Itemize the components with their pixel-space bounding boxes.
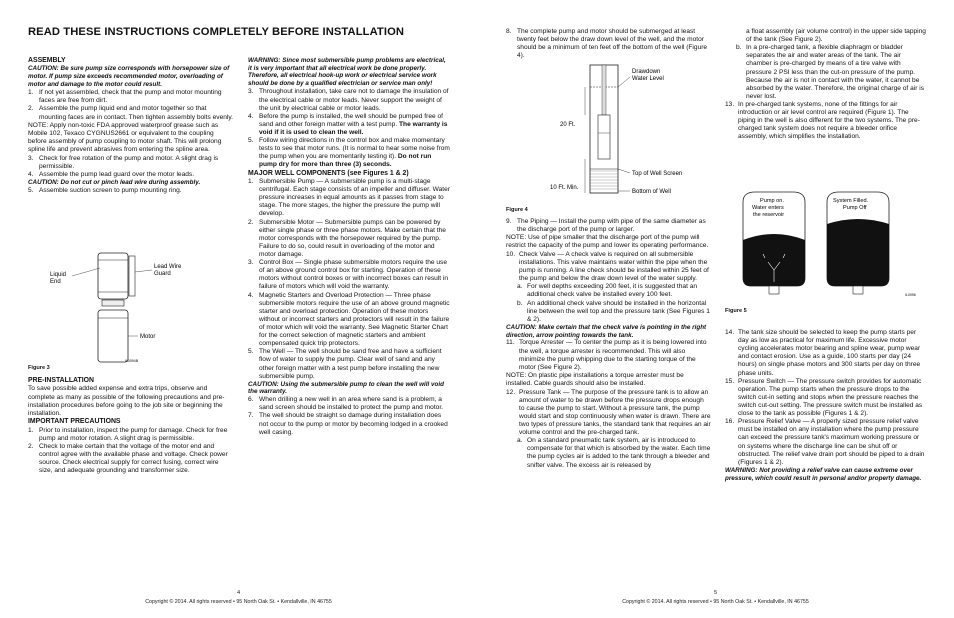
column-3 [506, 28, 711, 60]
pre-installation-heading: PRE-INSTALLATION [28, 377, 94, 384]
list-item: 12. Pressure Tank — The purpose of the pressure tank is to allow an amount of water to be drawn before the pressure drops enough to cause the pump to start. Without a pressure tank, the pump would start and stop continuously when water is drawn. There are two types of pressure tanks, the standard tank that requires an air volume control and the pre-charged tank. [506, 388, 711, 437]
list-subitem: b. An additional check valve should be installed in the horizontal line between the well top and the pressure tank (See Figures 1 & 2). [517, 299, 710, 323]
list-item: 4. Before the pump is installed, the well should be pumped free of sand and other foreign matter with a test pump. The warranty is void if it is used to clean the well. [248, 112, 448, 136]
list-item: 3. Control Box — Single phase submersible motors require the use of an above ground control box for starting. Operation of these motors without control boxes or with incorrect boxes can result in failure of motors which will void the warranty. [248, 259, 449, 291]
piping-note: NOTE: Use of pipe smaller that the discharge port of the pump will restrict the capacity of the pump and lower its operating performance. [506, 234, 709, 250]
relief-valve-warning: WARNING: Not providing a relief valve can cause extreme over pressure, which could result in personal and/or property damage. [725, 466, 922, 482]
list-item: 13. In pre-charged tank systems, none of the fittings for air introduction or air level control are required (Figure 1). The piping in the well is also different for the two systems. The pre-charged tank system does not require a bleeder orifice assembly, which simplifies the installation. [725, 100, 920, 141]
assembly-caution: CAUTION: Be sure pump size corresponds with horsepower size of motor. If pump size exceeds recommended motor, overloading of motor and damage to the motor could result. [28, 65, 230, 88]
well-depth-illustration [506, 63, 711, 205]
list-item: 2. Submersible Motor — Submersible pumps can be powered by either single phase or three phase motors. Make certain that the motor corresponds with the horsepower required by the pump. Failure to do so, could result in overloading of the motor and motor damage. [248, 218, 446, 258]
list-item: 1. Prior to installation, inspect the pump for damage. Check for free pump and motor rotation. A slight drag is permissible. [28, 426, 228, 443]
list-item: 3. Check for free rotation of the pump and motor. A slight drag is permissible. [28, 154, 219, 170]
list-item: 3. Throughout installation, take care not to damage the insulation of the electrical cable or motor leads. Never support the weight of the unit by electrical cable or motor leads. [248, 88, 449, 112]
20ft-label: 20 Ft. [560, 122, 576, 128]
list-item: 4. Assemble the pump lead guard over the motor leads. [28, 170, 195, 178]
lead-wire-guard-label: Lead Wire Guard [154, 264, 182, 277]
assembly-caution-2: CAUTION: Do not cut or pinch lead wire during assembly. [28, 178, 201, 186]
footer-right: Copyright © 2014. All rights reserved • 95 North Oak St. • Kendallville, IN 46755 [622, 599, 809, 605]
pre-installation-section [28, 377, 233, 476]
well-caution: CAUTION: Using the submersible pump to clean the well will void the warranty. [248, 380, 444, 396]
list-item: 7. The well should be straight so damage during installation does not occur to the pump or motor by becoming lodged in a crooked well casing. [248, 412, 448, 436]
list-subitem-continued: a float assembly (air volume control) in the upper side tapping of the tank (See Figure 2). [746, 28, 926, 44]
list-item: 14. The tank size should be selected to keep the pump starts per day as low as practical for maximum life. Excessive motor cycling accelerates motor bearing and spline wear, pump wear and contact erosion. Use as a guide, 100 starts per day (24 hours) on single phase motors and 300 starts per day on three phase units. [725, 329, 921, 377]
list-item: 11. Torque Arrester — To center the pump as it is being lowered into the well, a torque arrester is recommended. This will also minimize the pump whipping due to the starting torque of the motor (See Figure 2). [506, 339, 707, 371]
pump-motor-illustration [28, 248, 233, 374]
10ft-label: 10 Ft. Min. [550, 185, 579, 191]
footer-left: Copyright © 2014. All rights reserved • 95 North Oak St. • Kendallville, IN 46755 [145, 599, 332, 605]
figure-5-caption: Figure 5 [725, 308, 747, 314]
list-item: 4. Magnetic Starters and Overload Protection — Three phase submersible motors require the use of an above ground magnetic starter and overload protection. Operation of these motors without or incorrect starters and protectors will result in the failure of motor which will void the warranty. See Magnetic Starter Chart for the correct selection of magnetic starters and ambient compensated quick trip protectors. [248, 291, 450, 348]
assembly-note: NOTE: Apply non-toxic FDA approved waterproof grease such as Mobile 102, Texaco CYGNUS2661 or equivalent to the coupling before assembly of pump coupling to motor shaft. This will prolong spline life and prevent abrasives from entering the spline area. [28, 121, 222, 153]
pre-installation-text: To save possible added expense and extra trips, observe and complete as many as possible of the following precautions and pre-installation procedures before going to the job site or beginning the installation. [28, 385, 225, 417]
figure-4-caption: Figure 4 [506, 207, 528, 213]
liquid-end-label: Liquid End [50, 272, 67, 285]
list-item: 2. Check to make certain that the voltage of the motor end and control agree with the available phase and voltage. Check power source. Check electrical supply for correct fusing, correct wire size, and adequate grounding and transformer size. [28, 443, 228, 475]
figure-5 [725, 190, 928, 320]
top-screen-label: Top of Well Screen [632, 171, 683, 177]
column-3-lower [506, 218, 711, 470]
column-2 [248, 57, 451, 437]
figure-code: IL0096 [905, 293, 916, 297]
list-item: 2. Assemble the pump liquid end and motor together so that mounting faces are in contact. Then tighten assembly bolts evenly. [28, 105, 234, 121]
components-heading: MAJOR WELL COMPONENTS (see Figures 1 & 2) [248, 169, 409, 177]
column-4 [725, 28, 928, 142]
pressure-tank-illustration [725, 190, 928, 305]
figure-3-caption: Figure 3 [28, 365, 50, 371]
bottom-well-label: Bottom of Well [632, 189, 671, 195]
motor-label: Motor [140, 334, 156, 340]
list-item: 15. Pressure Switch — The pressure switch provides for automatic operation. The pump starts when the pressure drops to the switch cut-in setting and stops when the pressure reaches the switch cut-out setting. The pressure switch must be installed as close to the tank as possible (Figures 1 & 2). [725, 377, 923, 418]
figure-5-left-label: Pump on. Water enters the reservoir [752, 198, 785, 218]
list-item: 1. Submersible Pump — A submersible pump is a multi-stage centrifugal. Each stage consists of an impeller and diffuser. Water pressure increases in equal amounts as it passes from stage to stage. The more stages, the higher the pressure the pump will develop. [248, 178, 450, 218]
list-item: 10. Check Valve — A check valve is required on all submersible installations. This valve maintains water within the pipe when the pump is running. A line check should be installed within 25 feet of the pump and below the draw down level of the water supply. [506, 250, 709, 283]
torque-note: NOTE: On plastic pipe installations a torque arrester must be installed. Cable guards should also be installed. [506, 371, 684, 387]
precautions-heading: IMPORTANT PRECAUTIONS [28, 418, 121, 426]
list-subitem: a. On a standard pneumatic tank system, air is introduced to compensate for that which is absorbed by the water. Each time the pump cycles air is added to the tank through a bleeder and snifter valve. The excess air is released by [517, 437, 711, 469]
list-subitem: b. In a pre-charged tank, a flexible diaphragm or bladder separates the air and water areas of the tank. The air chamber is pre-charged by means of a tire valve with pressure 2 PSI less than the cut-on pressure of the pump. Because the air is not in contact with the water, it cannot be absorbed by the water. Therefore, the original charge of air is never lost. [736, 44, 925, 100]
figure-code: IL0094B [125, 359, 139, 363]
figure-3 [28, 248, 233, 374]
list-item: 5. Assemble suction screen to pump mounting ring. [28, 186, 182, 194]
assembly-heading: ASSEMBLY [28, 57, 66, 64]
column-4-lower [725, 329, 928, 482]
list-item: 8. The complete pump and motor should be submerged at least twenty feet below the draw down level of the well, and the motor should be a minimum of ten feet off the bottom of the well (Figure 4). [506, 28, 708, 60]
list-item: 5. The Well — The well should be sand free and have a sufficient flow of water to supply the pump. Clear well of sand and any other foreign matter with a test pump before installing the new submersible pump. [248, 348, 442, 380]
figure-4 [506, 63, 711, 215]
right-page [477, 0, 954, 618]
page-number-left: 4 [236, 590, 241, 596]
drawdown-label: Drawdown Water Level [632, 69, 664, 82]
page-title: READ THESE INSTRUCTIONS COMPLETELY BEFORE INSTALLATION [28, 26, 405, 38]
check-valve-caution: CAUTION: Make certain that the check valve is pointing in the right direction, arrow pointing towards the tank. [506, 323, 707, 339]
list-item: 16. Pressure Relief Valve — A properly sized pressure relief valve must be installed on any installation where the pump pressure can exceed the pressure tank's maximum working pressure or on systems where the discharge line can be shut off or obstructed. The relief valve drain port should be piped to a drain (Figures 1 & 2). [725, 418, 925, 466]
list-item: 5. Follow wiring directions in the control box and make momentary tests to see that motor runs. (It is normal to hear some noise from the pump when you are momentarily testing it). Do not run pump dry for more than three (3) seconds. [248, 137, 450, 169]
list-subitem: a. For well depths exceeding 200 feet, it is suggested that an additional check valve be installed every 100 feet. [517, 283, 698, 299]
list-item: 6. When drilling a new well in an area where sand is a problem, a sand screen should be installed to protect the pump and motor. [248, 396, 444, 412]
column-1 [28, 57, 233, 195]
electrical-warning: WARNING: Since most submersible pump problems are electrical, it is very important that all electrical work be done properly. Therefore, all electrical hook-up work or electrical service work should be done by a qualified electrician or service man only! [248, 57, 446, 88]
page-number-right: 5 [713, 590, 718, 596]
list-item: 1. If not yet assembled, check that the pump and motor mounting faces are free from dirt. [28, 89, 222, 105]
figure-5-right-label: System Filled. Pump Off [833, 198, 869, 211]
list-item: 9. The Piping — Install the pump with pipe of the same diameter as the discharge port of the pump or larger. [506, 218, 706, 234]
